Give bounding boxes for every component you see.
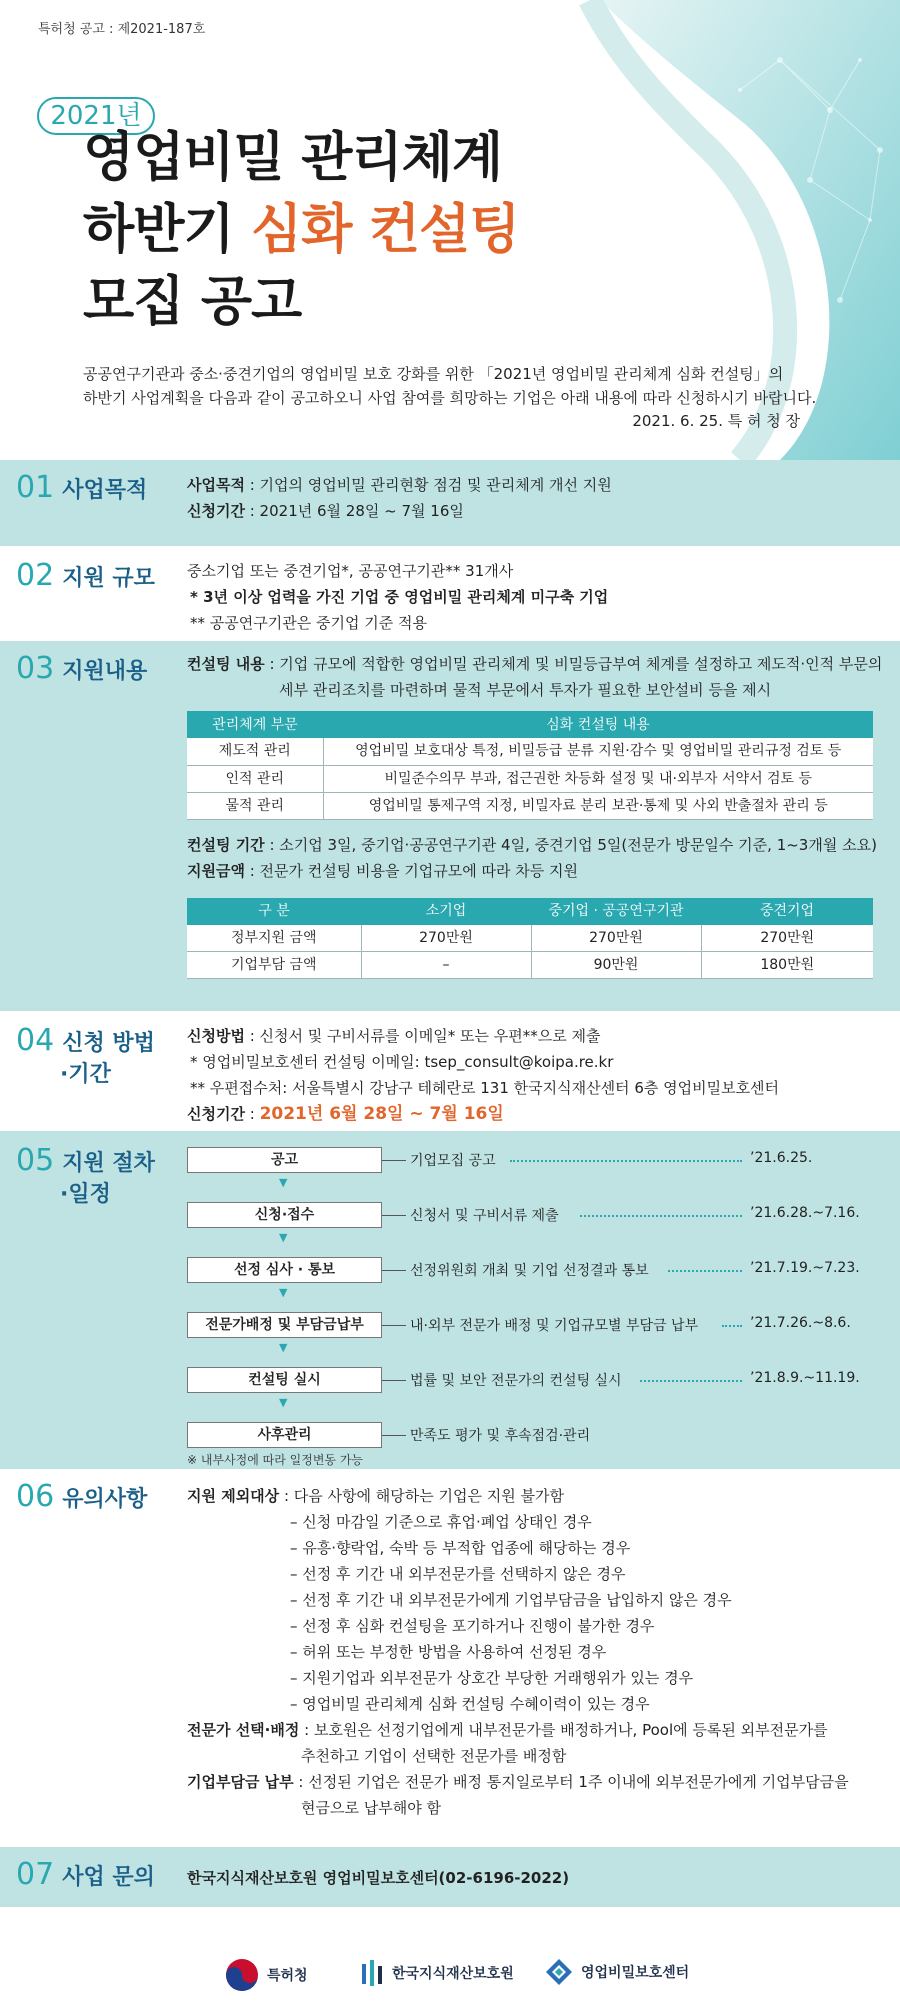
list-item: – 선정 후 심화 컨설팅을 포기하거나 진행이 불가한 경우 xyxy=(290,1617,655,1635)
table-cell: 270만원 xyxy=(531,925,701,952)
table-cell: 기업부담 금액 xyxy=(187,952,361,979)
flow-step-desc: 신청서 및 구비서류 제출 xyxy=(410,1208,559,1224)
section-number: 06 xyxy=(16,1479,55,1514)
section-title: 지원 절차 xyxy=(62,1151,155,1176)
down-arrow-icon: ▼ xyxy=(279,1231,288,1244)
table-row xyxy=(187,952,873,979)
expert-text-2: 추천하고 기업이 선택한 전문가를 배정함 xyxy=(301,1747,567,1765)
table-cell: 제도적 관리 xyxy=(187,738,323,765)
section-03-heading xyxy=(16,651,147,686)
section-title: 신청 방법 xyxy=(62,1031,155,1056)
flow-step-date: ’21.8.9.~11.19. xyxy=(750,1370,860,1386)
section-title: 지원 규모 xyxy=(62,566,155,591)
flow-step-date: ’21.7.19.~7.23. xyxy=(750,1260,860,1276)
table-row xyxy=(187,792,873,819)
table-cell: 영업비밀 보호대상 특정, 비밀등급 분류 지원·감수 및 영업비밀 관리규정 검토 등 xyxy=(323,738,873,765)
date-signature: 2021. 6. 25. 특 허 청 장 xyxy=(632,412,800,430)
consult-text-1: : 기업 규모에 적합한 영업비밀 관리체계 및 비밀등급부여 체계를 설정하고 제도적·인적 부문의 xyxy=(264,655,883,673)
flow-connector xyxy=(382,1270,406,1271)
section-number: 07 xyxy=(16,1857,55,1892)
down-arrow-icon: ▼ xyxy=(279,1286,288,1299)
list-item: – 선정 후 기간 내 외부전문가를 선택하지 않은 경우 xyxy=(290,1565,626,1583)
title-line-1: 영업비밀 관리체계 xyxy=(83,127,503,188)
tsc-logo xyxy=(545,1958,689,1986)
intro-text xyxy=(83,362,823,410)
management-table xyxy=(187,711,873,820)
section-03-body xyxy=(187,651,887,979)
down-arrow-icon: ▼ xyxy=(279,1396,288,1409)
title-line-2-accent: 심화 컨설팅 xyxy=(251,199,520,260)
title-line-2 xyxy=(83,200,520,260)
table-header: 관리체계 부문 xyxy=(187,711,323,738)
purpose-text: : 기업의 영업비밀 관리현황 점검 및 관리체계 개선 지원 xyxy=(244,476,612,494)
amount-text: : 전문가 컨설팅 비용을 기업규모에 따라 차등 지원 xyxy=(244,861,578,880)
section-04 xyxy=(0,1011,900,1131)
flow-step-box: 공고 xyxy=(187,1147,382,1173)
koipa-logo-text: 한국지식재산보호원 xyxy=(392,1966,514,1982)
section-03 xyxy=(0,641,900,1011)
list-item: – 영업비밀 관리체계 심화 컨설팅 수혜이력이 있는 경우 xyxy=(290,1695,650,1713)
koipa-logo xyxy=(360,1958,514,1988)
flow-dotted-line xyxy=(640,1380,742,1382)
method-label: 신청방법 xyxy=(187,1027,245,1045)
flow-dotted-line xyxy=(580,1215,742,1217)
apply-period-text: 2021년 6월 28일 ~ 7월 16일 xyxy=(259,1104,504,1124)
section-number: 05 xyxy=(16,1143,55,1178)
section-title: 지원내용 xyxy=(62,659,148,684)
section-04-body xyxy=(187,1023,779,1127)
flow-step-box: 컨설팅 실시 xyxy=(187,1367,382,1393)
flow-step-desc: 선정위원회 개최 및 기업 선정결과 통보 xyxy=(410,1263,649,1279)
apply-period-label: 신청기간 xyxy=(187,1105,245,1123)
section-number: 03 xyxy=(16,651,55,686)
tsc-emblem-icon xyxy=(545,1958,573,1986)
flow-connector xyxy=(382,1215,406,1216)
section-number: 04 xyxy=(16,1023,55,1058)
table-row xyxy=(187,738,873,765)
section-05 xyxy=(0,1131,900,1469)
section-number: 02 xyxy=(16,558,55,593)
payment-text-2: 현금으로 납부해야 함 xyxy=(301,1799,441,1817)
section-title-line-2: ·기간 xyxy=(60,1062,111,1087)
section-07 xyxy=(0,1847,900,1907)
consult-text-2: 세부 관리조치를 마련하며 물적 부문에서 투자가 필요한 보안설비 등을 제시 xyxy=(279,681,772,699)
period-label: 신청기간 xyxy=(187,502,245,520)
list-item: – 선정 후 기간 내 외부전문가에게 기업부담금을 납입하지 않은 경우 xyxy=(290,1591,732,1609)
scale-line-2: * 3년 이상 업력을 가진 기업 중 영업비밀 관리체계 미구축 기업 xyxy=(190,588,609,606)
flow-dotted-line xyxy=(722,1325,742,1327)
title-line-2-plain: 하반기 xyxy=(83,199,252,260)
table-cell: – xyxy=(361,952,531,979)
table-header: 중기업 · 공공연구기관 xyxy=(531,898,701,925)
list-item: – 지원기업과 외부전문가 상호간 부당한 거래행위가 있는 경우 xyxy=(290,1669,694,1687)
email-line: * 영업비밀보호센터 컨설팅 이메일: tsep_consult@koipa.re.kr xyxy=(190,1053,614,1071)
table-cell: 인적 관리 xyxy=(187,765,323,792)
exclusion-label: 지원 제외대상 xyxy=(187,1487,280,1505)
table-cell: 90만원 xyxy=(531,952,701,979)
section-06-body xyxy=(187,1483,887,1821)
section-title-line-2: ·일정 xyxy=(60,1182,111,1207)
flow-step-desc: 기업모집 공고 xyxy=(410,1153,496,1169)
table-header: 심화 컨설팅 내용 xyxy=(323,711,873,738)
consult-label: 컨설팅 내용 xyxy=(187,655,265,673)
purpose-label: 사업목적 xyxy=(187,476,245,494)
flow-step-date: ’21.7.26.~8.6. xyxy=(750,1315,851,1331)
notice-number: 특허청 공고 : 제2021-187호 xyxy=(38,22,206,37)
method-text: : 신청서 및 구비서류를 이메일* 또는 우편**으로 제출 xyxy=(244,1027,601,1045)
footer-logos xyxy=(0,1940,900,2007)
flow-connector xyxy=(382,1435,406,1436)
down-arrow-icon: ▼ xyxy=(279,1341,288,1354)
year-badge: 2021년 xyxy=(37,97,155,135)
flow-dotted-line xyxy=(668,1270,742,1272)
down-arrow-icon: ▼ xyxy=(279,1176,288,1189)
title-line-3: 모집 공고 xyxy=(83,271,302,332)
flow-step-desc: 만족도 평가 및 후속점검·관리 xyxy=(410,1428,591,1444)
section-06 xyxy=(0,1469,900,1847)
flow-step-date: ’21.6.28.~7.16. xyxy=(750,1205,860,1221)
payment-text-1: : 선정된 기업은 전문가 배정 통지일로부터 1주 이내에 외부전문가에게 기업부담금을 xyxy=(293,1773,849,1791)
kipo-logo xyxy=(225,1958,308,1992)
taeguk-icon xyxy=(225,1958,259,1992)
list-item: – 허위 또는 부정한 방법을 사용하여 선정된 경우 xyxy=(290,1643,607,1661)
payment-label: 기업부담금 납부 xyxy=(187,1773,294,1791)
flow-step-desc: 내·외부 전문가 배정 및 기업규모별 부담금 납부 xyxy=(410,1318,699,1334)
consult-period-text: : 소기업 3일, 중기업·공공연구기관 4일, 중견기업 5일(전문가 방문일수 기준, 1~3개월 소요) xyxy=(264,835,877,854)
section-01-body xyxy=(187,472,612,524)
flow-dotted-line xyxy=(510,1160,742,1162)
koipa-emblem-icon xyxy=(360,1958,384,1988)
table-cell: 180만원 xyxy=(701,952,873,979)
list-item: – 신청 마감일 기준으로 휴업·폐업 상태인 경우 xyxy=(290,1513,592,1531)
consult-period-label: 컨설팅 기간 xyxy=(187,835,265,854)
table-cell: 비밀준수의무 부과, 접근권한 차등화 설정 및 내·외부자 서약서 검토 등 xyxy=(323,765,873,792)
flow-step-desc: 법률 및 보안 전문가의 컨설팅 실시 xyxy=(410,1373,622,1389)
header xyxy=(0,0,900,460)
section-title: 사업목적 xyxy=(62,478,148,503)
section-06-heading xyxy=(16,1479,147,1514)
flow-step-date: ’21.6.25. xyxy=(750,1150,813,1166)
section-02-body xyxy=(187,558,608,636)
table-cell: 270만원 xyxy=(701,925,873,952)
flow-step-box: 사후관리 xyxy=(187,1422,382,1448)
section-01 xyxy=(0,460,900,546)
kipo-logo-text: 특허청 xyxy=(267,1968,308,1984)
section-04-heading xyxy=(16,1023,155,1058)
amount-label: 지원금액 xyxy=(187,861,245,880)
section-05-heading xyxy=(16,1143,155,1178)
flow-connector xyxy=(382,1380,406,1381)
expert-label: 전문가 선택·배정 xyxy=(187,1721,300,1739)
exclusion-text: : 다음 사항에 해당하는 기업은 지원 불가함 xyxy=(279,1487,564,1505)
contact-info: 한국지식재산보호원 영업비밀보호센터(02-6196-2022) xyxy=(187,1869,570,1887)
intro-line-2: 하반기 사업계획을 다음과 같이 공고하오니 사업 참여를 희망하는 기업은 아래 내용에 따라 신청하시기 바랍니다. xyxy=(83,389,817,407)
section-07-heading xyxy=(16,1857,155,1892)
flow-connector xyxy=(382,1160,406,1161)
table-cell: 270만원 xyxy=(361,925,531,952)
flow-step-box: 신청·접수 xyxy=(187,1202,382,1228)
schedule-note: ※ 내부사정에 따라 일정변동 가능 xyxy=(187,1453,364,1467)
table-row xyxy=(187,765,873,792)
exclusion-list xyxy=(187,1509,887,1717)
flow-step-box: 선정 심사 · 통보 xyxy=(187,1257,382,1283)
section-number: 01 xyxy=(16,470,55,505)
section-02-heading xyxy=(16,558,155,593)
section-title: 유의사항 xyxy=(62,1487,148,1512)
table-header: 소기업 xyxy=(361,898,531,925)
intro-line-1: 공공연구기관과 중소·중견기업의 영업비밀 보호 강화를 위한 「2021년 영업비밀 관리체계 심화 컨설팅」의 xyxy=(83,365,784,383)
table-header: 구 분 xyxy=(187,898,361,925)
flow-step-box: 전문가배정 및 부담금납부 xyxy=(187,1312,382,1338)
list-item: – 유흥·향락업, 숙박 등 부적합 업종에 해당하는 경우 xyxy=(290,1539,631,1557)
scale-line-3: ** 공공연구기관은 중기업 기준 적용 xyxy=(190,614,427,632)
funding-table xyxy=(187,898,873,980)
section-01-heading xyxy=(16,470,147,505)
tsc-logo-text: 영업비밀보호센터 xyxy=(581,1965,690,1981)
period-text: : 2021년 6월 28일 ~ 7월 16일 xyxy=(244,502,464,520)
scale-line-1: 중소기업 또는 중견기업*, 공공연구기관** 31개사 xyxy=(187,562,514,580)
table-cell: 물적 관리 xyxy=(187,792,323,819)
expert-text-1: : 보호원은 선정기업에게 내부전문가를 배정하거나, Pool에 등록된 외부전문가를 xyxy=(299,1721,828,1739)
post-line: ** 우편접수처: 서울특별시 강남구 테헤란로 131 한국지식재산센터 6층 영업비밀보호센터 xyxy=(190,1079,780,1097)
flow-connector xyxy=(382,1325,406,1326)
section-02 xyxy=(0,546,900,641)
table-row xyxy=(187,925,873,952)
table-cell: 영업비밀 통제구역 지정, 비밀자료 분리 보관·통제 및 사외 반출절차 관리 등 xyxy=(323,792,873,819)
apply-period-sep: : xyxy=(244,1105,260,1123)
table-cell: 정부지원 금액 xyxy=(187,925,361,952)
section-title: 사업 문의 xyxy=(62,1865,155,1890)
table-header: 중견기업 xyxy=(701,898,873,925)
